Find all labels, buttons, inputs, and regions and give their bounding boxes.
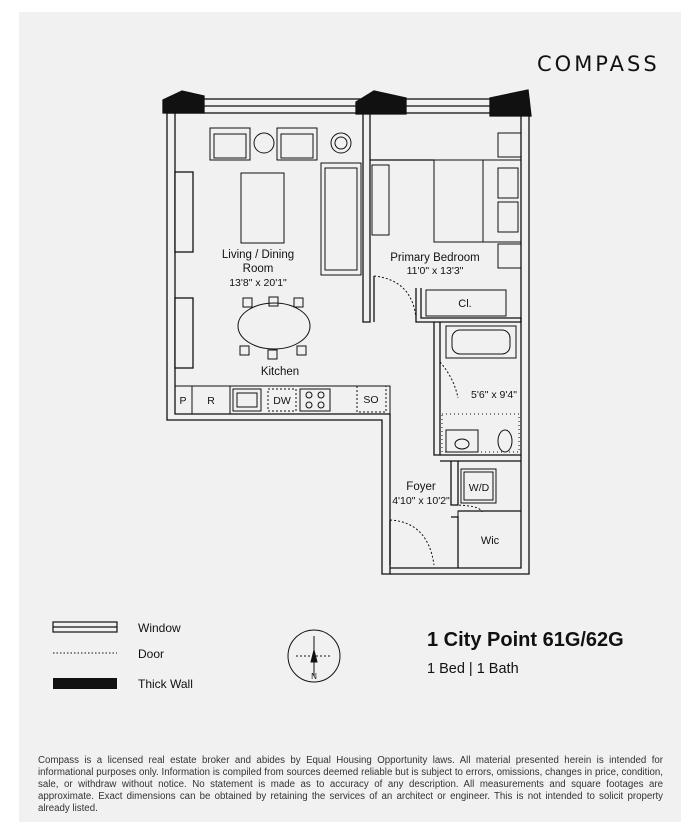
compass-logo: COMPASS xyxy=(537,52,660,76)
utility-boxes xyxy=(458,469,521,568)
legend-window-label: Window xyxy=(138,621,181,635)
dishwasher-label: DW xyxy=(273,395,291,407)
top-window xyxy=(167,99,529,113)
legend-window-icon xyxy=(53,622,117,632)
outer-walls xyxy=(167,113,529,574)
foyer-label: Foyer xyxy=(406,481,436,493)
living-room-dims: 13'8" x 20'1" xyxy=(229,277,287,289)
thick-wall-right xyxy=(490,90,531,116)
refrigerator-label: R xyxy=(207,395,215,407)
disclaimer-text: Compass is a licensed real estate broker and abides by Equal Housing Opportunity laws. All material presented herein is intended for informational purposes only. Information is compiled from sources deemed reliable but is subject to errors, omissions, changes in price, condition, sale, or withdraw without notice. No statement is made as to accuracy of any description. All measurements and square footages are approximate. Exact dimensions can be obtained by retaining the services of an architect or engineer. This is not intended to solicit property already listed. xyxy=(38,755,663,814)
washer-dryer-label: W/D xyxy=(468,482,490,494)
legend-thick-wall-icon xyxy=(53,678,117,689)
pantry-label: P xyxy=(179,395,187,407)
listing-subtitle: 1 Bed | 1 Bath xyxy=(427,661,519,677)
legend-thick-wall-label: Thick Wall xyxy=(138,677,193,691)
listing-title: 1 City Point 61G/62G xyxy=(427,629,624,651)
closet-label: Cl. xyxy=(458,298,472,310)
compass-north-label: N xyxy=(311,672,317,681)
wic-label: Wic xyxy=(480,535,500,547)
thick-wall-left xyxy=(163,91,204,113)
oven-label: SO xyxy=(363,394,379,406)
living-room-label: Living / Dining xyxy=(221,249,295,261)
kitchen-label: Kitchen xyxy=(260,366,300,378)
bedroom-label: Primary Bedroom xyxy=(390,252,480,264)
living-room-label-line2: Room xyxy=(242,263,274,275)
thick-wall-center xyxy=(356,91,406,114)
living-furniture xyxy=(210,128,361,359)
legend-door-label: Door xyxy=(138,647,165,661)
bedroom-dims: 11'0" x 13'3" xyxy=(406,265,464,277)
compass-rose-icon xyxy=(288,630,340,682)
bath-dims: 5'6" x 9'4" xyxy=(471,389,517,401)
foyer-dims: 4'10" x 10'2" xyxy=(392,495,450,507)
